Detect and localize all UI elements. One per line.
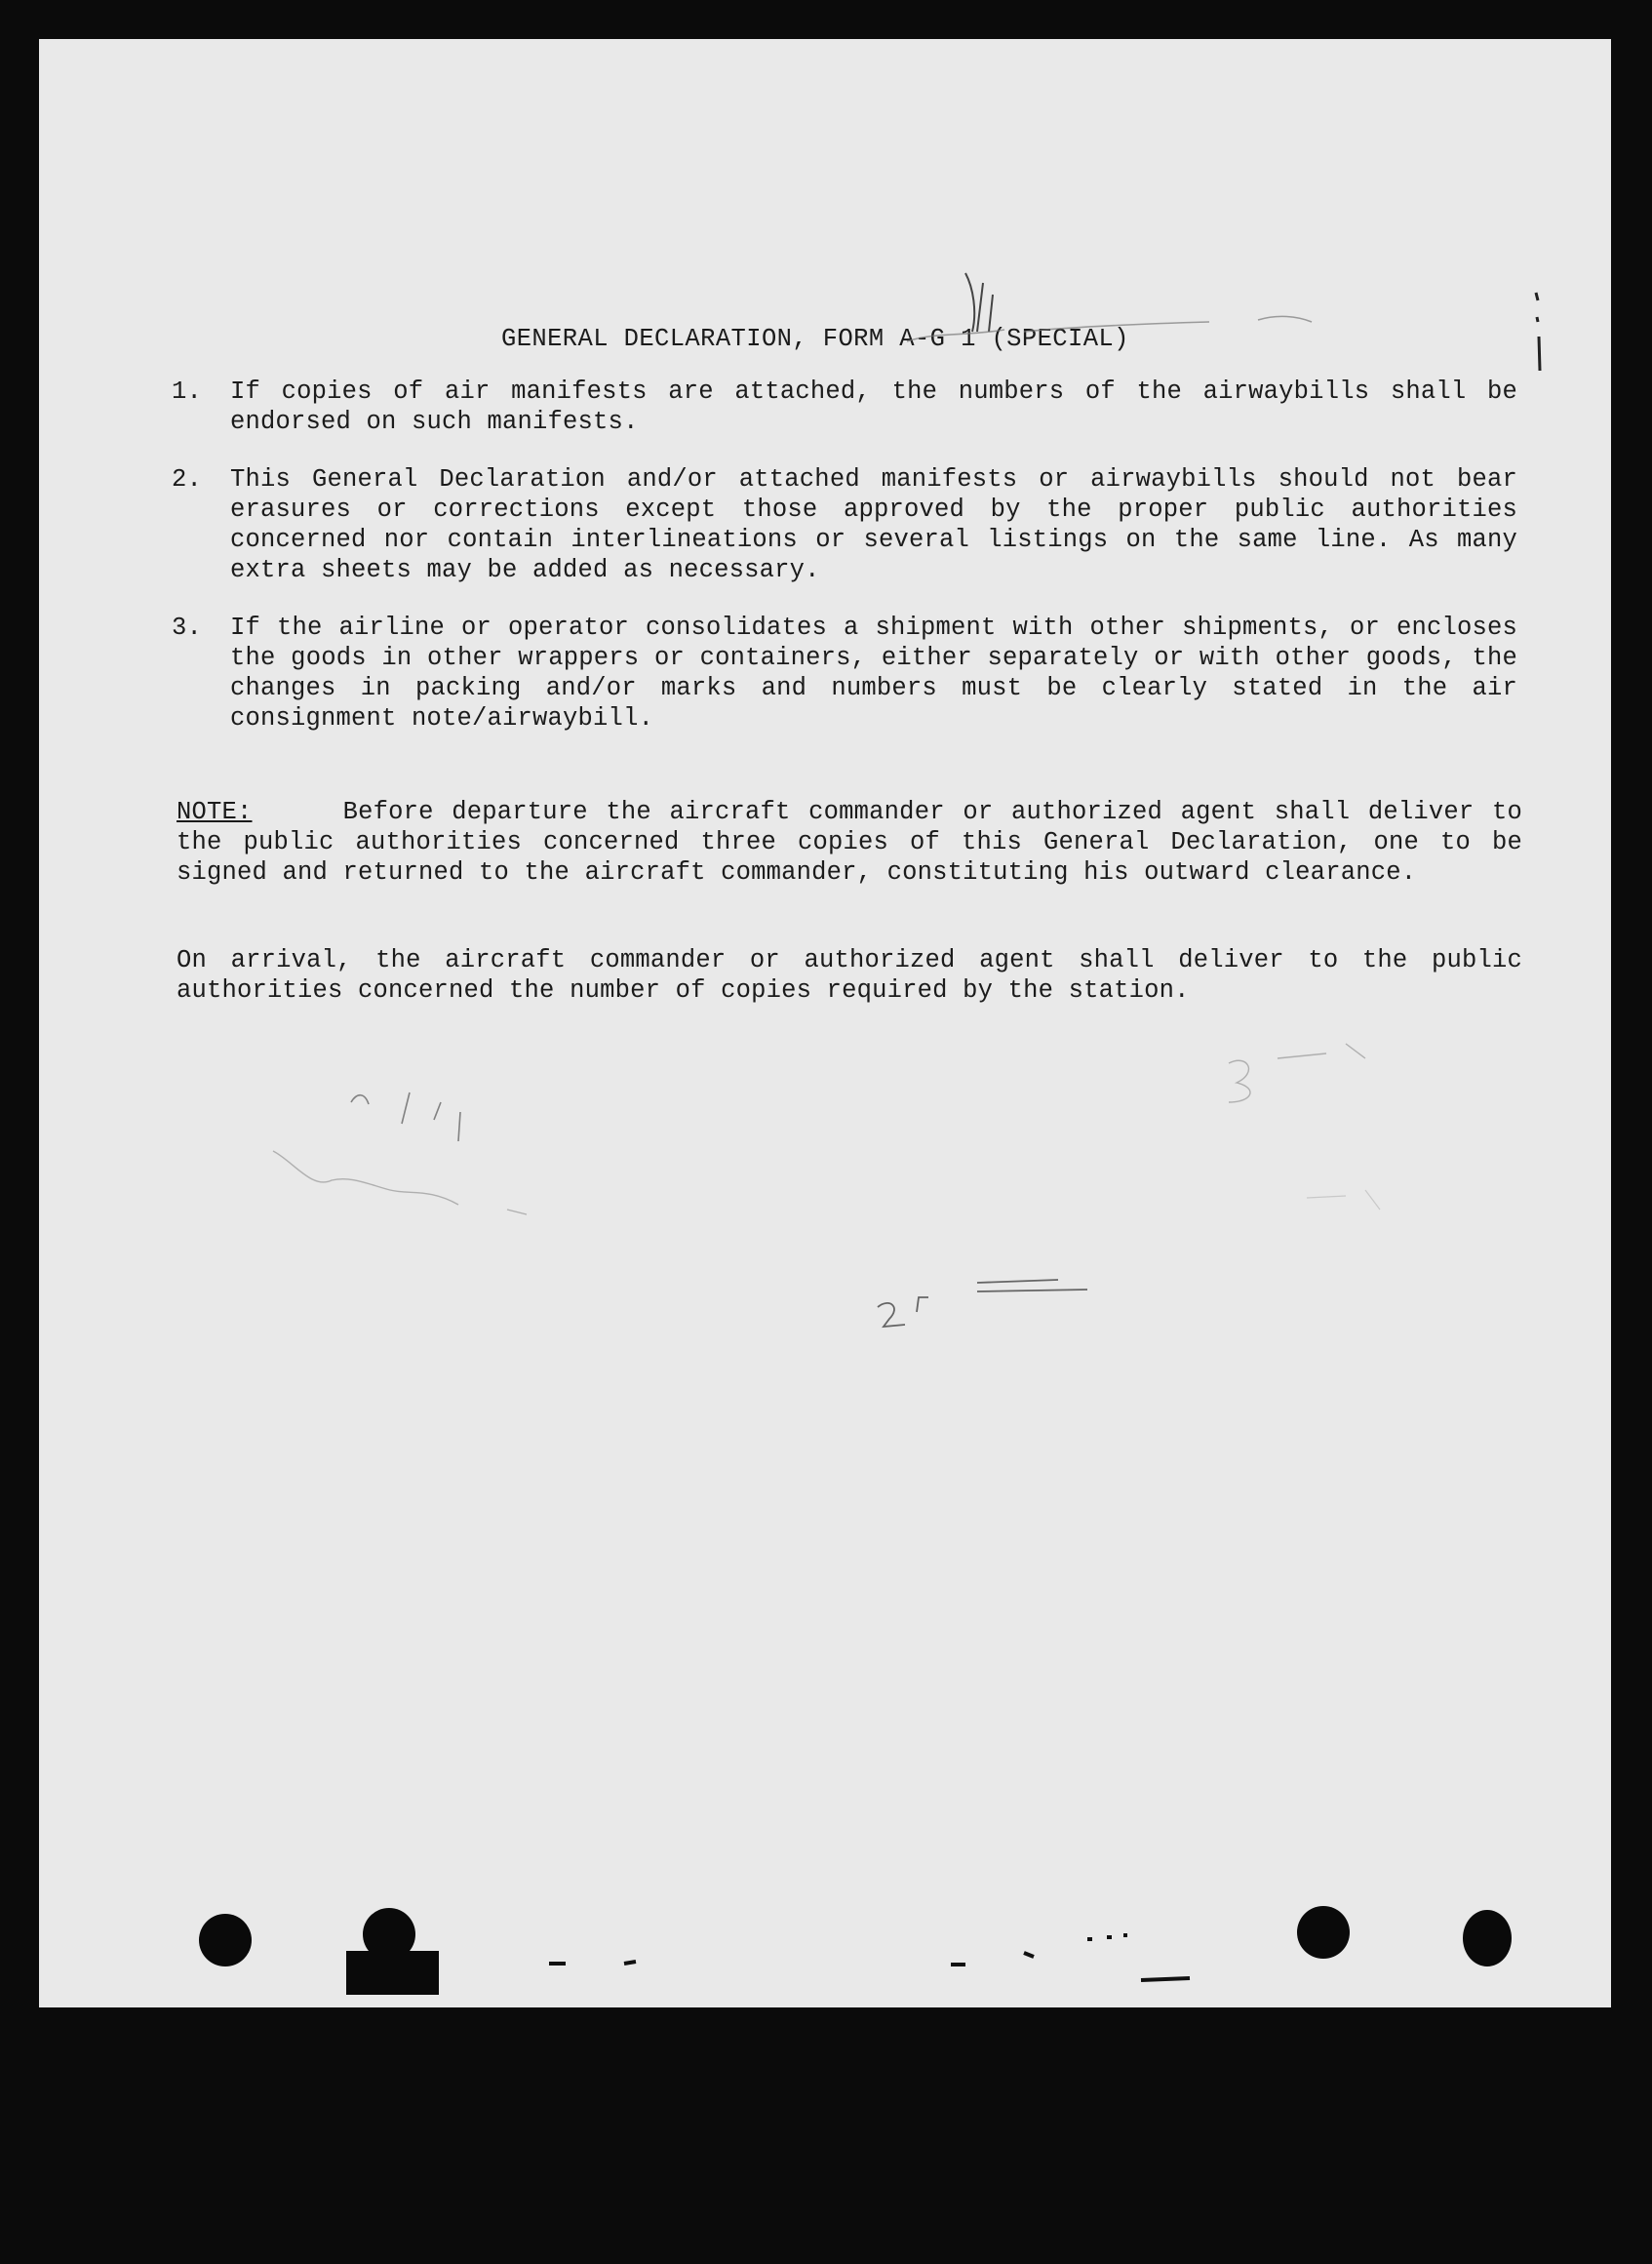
handwritten-marks — [39, 39, 1611, 2007]
stray-mark — [549, 1935, 1190, 1980]
item-number: 1. — [172, 377, 203, 406]
item-number: 3. — [172, 614, 203, 642]
item-number: 2. — [172, 465, 203, 494]
item-text: This General Declaration and/or attached manifests or airwaybills should not bear erasures or corrections except those approved by the proper public authorities concerned nor contain interlineations or several listings on the same line. As many extra sheets may be added as necessary. — [230, 465, 1517, 584]
note-text: Before departure the aircraft commander or authorized agent shall deliver to the public authorities concerned three copies of this General Declaration, one to be signed and returned to the aircraft commander, constituting his outward clearance. — [177, 798, 1522, 887]
punch-hole — [1463, 1910, 1512, 1966]
punch-hole — [199, 1914, 252, 1966]
item-text: If the airline or operator consolidates a shipment with other shipments, or encloses the goods in other wrappers or containers, either separately or with other goods, the changes in packing and/or marks and numbers must be clearly stated in the air consignment note/airwaybill. — [230, 614, 1517, 733]
pencil-scribble — [273, 1151, 527, 1214]
margin-mark — [1536, 293, 1540, 371]
pencil-scribble — [1229, 1044, 1365, 1102]
item-text: If copies of air manifests are attached, the numbers of the airwaybills shall be endorsed on such manifests. — [230, 377, 1517, 436]
pencil-scribble — [878, 1280, 1087, 1327]
pencil-scribble — [1307, 1190, 1380, 1210]
document-title: GENERAL DECLARATION, FORM A-G 1 (SPECIAL) — [501, 325, 1129, 353]
note-label: NOTE: — [177, 798, 253, 826]
pencil-scribble — [965, 273, 993, 332]
arrival-paragraph: On arrival, the aircraft commander or authorized agent shall deliver to the public authorities concerned the number of copies required by the station. — [177, 946, 1522, 1005]
document-page — [39, 39, 1611, 2007]
binder-clip-shadow — [346, 1951, 439, 1995]
pencil-scribble — [907, 316, 1312, 341]
punch-hole — [1297, 1906, 1350, 1959]
pencil-scribble — [351, 1092, 460, 1141]
